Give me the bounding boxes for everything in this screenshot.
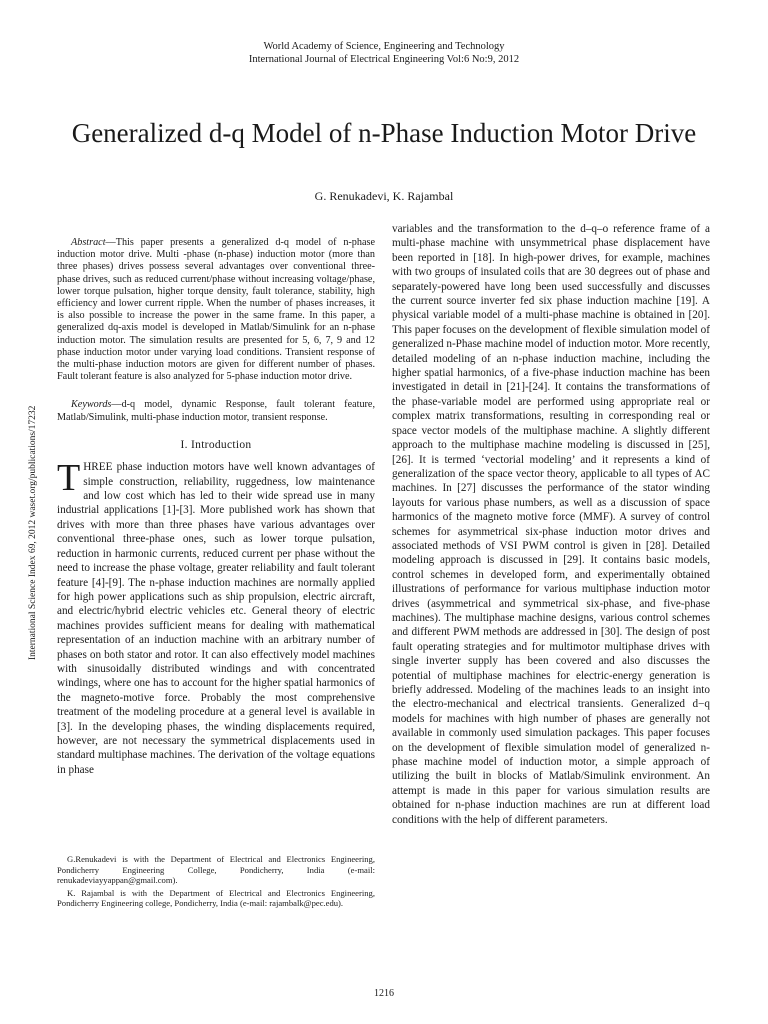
introduction-text: HREE phase induction motors have well known advantages of simple construction, reliability, ruggedness, low maintenance and low cost which has led to their wide spread use in many industrial applications [1]-[3]. More published work has shown that drives with more than three phases have various advantages over conventional three-phase ones, such as lower torque pulsation, reduction in harmonic currents, reduced current per phase without the need to increase the phase voltage, greater reliability and fault tolerant feature [4]-[9]. The n-phase induction machines are normally applied for high power applications such as ship propulsion, electric aircraft, and electric/hybrid electric vehicles etc. General theory of electric machines provides sufficient means for dealing with mathematical representation of an induction machine with an arbitrary number of phases on both stator and rotor. It can also effectively model machines with sinusoidally distributed windings and with concentrated windings, where one has to account for the higher spatial harmonics of the magneto-motive force. Probably the most comprehensive treatment of the modeling procedure at a general level is available in [3]. In the developing phases, the winding displacements required, however, are not necessary the symmetrical displacements used in standard multiphase machines. The derivation of the voltage equations in phase [57,461,375,776]
paper-title: Generalized d-q Model of n-Phase Induction Motor Drive [71,118,697,148]
drop-cap: T [57,457,81,500]
section-heading-introduction: I. Introduction [180,438,252,451]
abstract-label: Abstract [71,237,106,248]
footnote-2: K. Rajambal is with the Department of Electrical and Electronics Engineering, Pondicherry Engineering college, Pondicherry, India (e-mail: rajambalk@pec.edu). [57,887,375,909]
journal-header [0,40,768,66]
header-line-1: World Academy of Science, Engineering and Technology [263,41,505,52]
keywords-label: Keywords [71,399,112,411]
footnotes [57,854,375,911]
right-column [392,222,710,827]
author-list: G. Renukadevi, K. Rajambal [314,189,454,203]
right-column-text: variables and the transformation to the d–q–o reference frame of a multi-phase machine with unsymmetrical phase displacement have been reported in [18]. In high-power drives, for example, machines with two groups of insulated coils that are 30 degrees out of phase and separately-powered have long been used successfully and discusses the current source inverter fed six phase induction machine [19]. A physical variable model of a multi-phase machine is obtained in [20]. This paper focuses on the development of flexible simulation model of generalized n-Phase machine model of induction motor. More recently, detailed modeling of an n-phase induction machine, including the higher spatial harmonics, of a five-phase induction machine has been investigated in detail in [21]-[24]. It contains the transformations of the phase-variable model are performed using appropriate real or complex matrix transformations, resulting in corresponding real or space vector models of the multiphase machine. A slightly different approach to the multiphase machine modeling is discussed in [25], [26]. It is termed ‘vectorial modeling’ and it represents a kind of generalization of the space vector theory, applicable to all types of AC machines. In [27] discusses the performance of the stator winding layouts for various phase numbers, as well as a discussion of space harmonics of the magneto motive force (MMF). A survey of control schemes for asymmetrical six-phase induction motor drives and associated methods of VSI PWM control is given in [28]. Detailed modeling approach is discussed in [29]. It contains basic models, control schemes in developed form, and experimentally obtained illustrations of performance for various multiphase induction motor drives (asymmetrical and symmetrical six-phase, and five-phase machines). The multiphase machine designs, various control schemes and different PWM methods are addressed in [30]. The design of post fault operating strategies and for multimotor multiphase drives with single inverter supply has been covered and also discusses the potential of multiphase machines for electric-energy generation is briefly addressed. Modeling of the machines leads to an insight into the electro-mechanical and electrical transients. Generalized d−q models for machines with high number of phases are generally not available in commonly used simulation packages. This paper focuses on the development of flexible simulation model of generalized n-phase machine model of induction motor, a simple approach of utilizing the built in blocks of Matlab/Simulink environment. An attempt is made in this paper for various simulation results are obtained for n-phase induction machines are run at different load conditions with the help of different parameters. [392,223,711,826]
keywords-text: —d-q model, dynamic Response, fault tolerant feature, Matlab/Simulink, multi-phase induction motor, transient response. [57,399,375,423]
left-column [57,237,375,777]
page-number: 1216 [374,988,394,999]
abstract [57,237,375,383]
footnote-1: G.Renukadevi is with the Department of Electrical and Electronics Engineering, Pondicherry Engineering College, Pondicherry, India (e-mail: renukadeviayyappan@gmail.com). [57,854,375,886]
introduction-paragraph [57,457,375,777]
side-index-text: International Science Index 69, 2012 waset.org/publications/17232 [28,405,38,660]
abstract-text: —This paper presents a generalized d-q model of n-phase induction motor drive. Multi -phase (n-phase) induction motor (more than three phases) drives possess several advantages over conventional three-phase drives, such as reduced current/phase without increasing voltage/phase, lower torque pulsation, higher torque density, fault tolerance, stability, high efficiency and lower current ripple. When the number of phases increases, it is also possible to increase the power in the same frame. In this paper, a generalized dq-axis model is developed in Matlab/Simulink for an n-phase induction motor. The simulation results are presented for 5, 6, 7, 9 and 12 phase induction motor under varying load conditions. Transient response of the multi-phase induction motors are given for different number of phases. Fault tolerant feature is also analyzed for 5-phase induction motor drive. [57,237,375,383]
header-line-2: International Journal of Electrical Engineering Vol:6 No:9, 2012 [248,54,520,65]
keywords [57,399,375,423]
